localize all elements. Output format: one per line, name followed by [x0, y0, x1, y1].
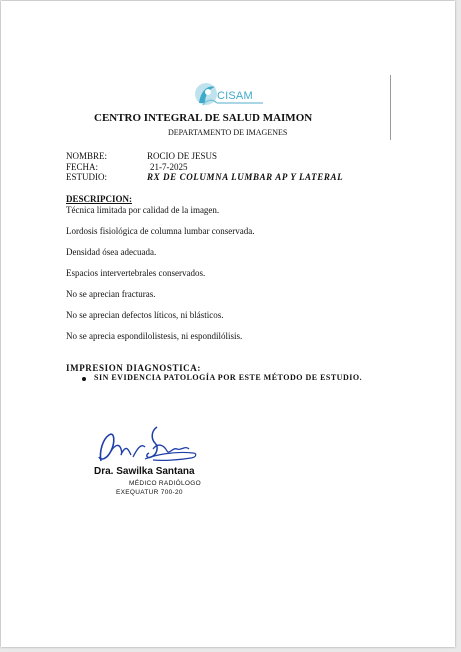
- study-value: RX DE COLUMNA LUMBAR AP Y LATERAL: [147, 172, 344, 182]
- center-name: CENTRO INTEGRAL DE SALUD MAIMON: [94, 112, 313, 124]
- study-label: ESTUDIO:: [66, 172, 107, 182]
- description-line: Espacios intervertebrales conservados.: [66, 268, 206, 278]
- description-line: No se aprecia espondilolistesis, ni espondilólisis.: [66, 331, 243, 341]
- signer-name: Dra. Sawilka Santana: [94, 466, 195, 477]
- department-name: DEPARTAMENTO DE IMAGENES: [168, 128, 288, 137]
- description-line: Densidad ósea adecuada.: [66, 247, 157, 257]
- signer-exequatur: EXEQUATUR 700-20: [116, 489, 183, 496]
- bullet-icon: [82, 377, 86, 381]
- date-label: FECHA:: [66, 162, 99, 172]
- logo-text: CISAM: [217, 90, 253, 102]
- report-page: [1, 1, 455, 647]
- name-label: NOMBRE:: [66, 151, 108, 161]
- description-line: Técnica limitada por calidad de la imagen.: [66, 205, 220, 215]
- signer-role: MÉDICO RADIÓLOGO: [129, 480, 201, 487]
- handwritten-signature: [93, 421, 203, 471]
- description-line: No se aprecian defectos líticos, ni blásticos.: [66, 310, 224, 320]
- header-divider: [390, 75, 391, 140]
- name-value: ROCIO DE JESUS: [147, 151, 218, 161]
- description-line: Lordosis fisiológica de columna lumbar conservada.: [66, 226, 255, 236]
- description-line: No se aprecian fracturas.: [66, 289, 156, 299]
- description-heading: DESCRIPCION:: [66, 194, 133, 204]
- impression-heading: IMPRESION DIAGNOSTICA:: [66, 363, 201, 373]
- impression-item: SIN EVIDENCIA PATOLOGÍA POR ESTE MÉTODO DE ESTUDIO.: [94, 373, 363, 382]
- logo-underline: [217, 102, 263, 104]
- date-value: 21-7-2025: [150, 162, 188, 172]
